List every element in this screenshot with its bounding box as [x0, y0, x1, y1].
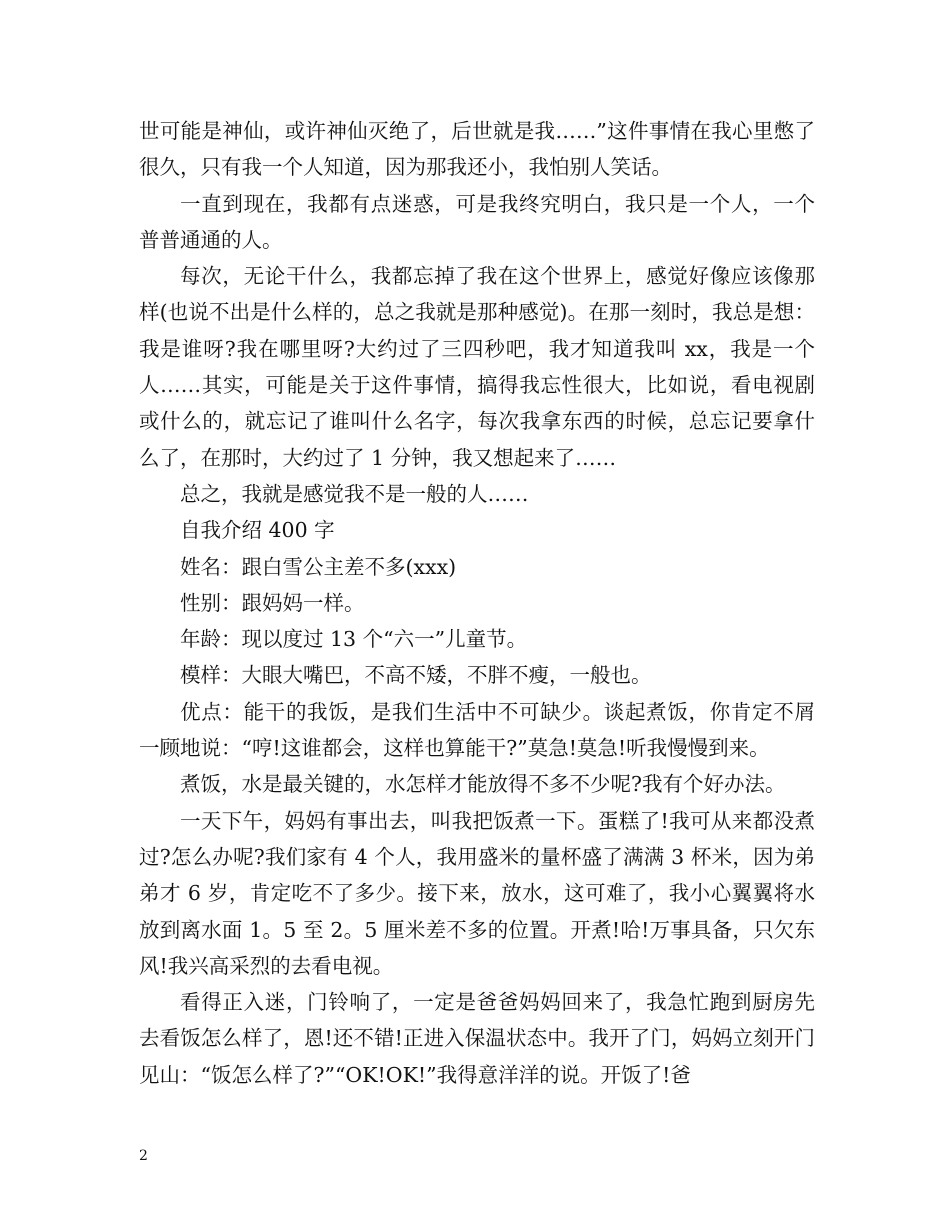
paragraph-1: 世可能是神仙，或许神仙灭绝了，后世就是我……”这件事情在我心里憋了很久，只有我一个人知道，因为那我还小，我怕别人笑话。 — [139, 119, 815, 180]
paragraph-3: 每次，无论干什么，我都忘掉了我在这个世界上，感觉好像应该像那样(也说不出是什么样的，总之我就是那种感觉)。在那一刻时，我总是想：我是谁呀?我在哪里呀?大约过了三四秒吧，我才知道我叫 xx，我是一个人……其实，可能是关于这件事情，搞得我忘性很大，比如说，看电视剧或什么的，就忘记了谁叫什么名字，每次我拿东西的时候，总忘记要拿什么了，在那时，大约过了 1 分钟，我又想起来了…… — [139, 264, 815, 470]
document-body — [139, 113, 815, 1093]
field-age: 年龄：现以度过 13 个“六一”儿童节。 — [180, 627, 528, 652]
field-gender: 性别：跟妈妈一样。 — [180, 590, 365, 615]
section-heading: 自我介绍 400 字 — [180, 518, 335, 543]
field-name: 姓名：跟白雪公主差不多(xxx) — [180, 554, 457, 579]
paragraph-cooking-story: 一天下午，妈妈有事出去，叫我把饭煮一下。蛋糕了!我可从来都没煮过?怎么办呢?我们家有 4 个人，我用盛米的量杯盛了满满 3 杯米，因为弟弟才 6 岁，肯定吃不了多少。接下来，放水，这可难了，我小心翼翼将水放到离水面 1。5 至 2。5 厘米差不多的位置。开煮!哈!万事具备，只欠东风!我兴高采烈的去看电视。 — [139, 808, 815, 978]
paragraph-cooking-result: 看得正入迷，门铃响了，一定是爸爸妈妈回来了，我急忙跑到厨房先去看饭怎么样了，恩!还不错!正进入保温状态中。我开了门，妈妈立刻开门见山：“饭怎么样了?”“OK!OK!”我得意洋洋的说。开饭了!爸 — [139, 990, 815, 1087]
field-appearance: 模样：大眼大嘴巴，不高不矮，不胖不瘦，一般也。 — [180, 663, 652, 688]
paragraph-cooking-intro: 煮饭，水是最关键的，水怎样才能放得不多不少呢?我有个好办法。 — [180, 772, 786, 797]
page-number: 2 — [139, 1148, 148, 1164]
field-strengths: 优点：能干的我饭，是我们生活中不可缺少。谈起煮饭，你肯定不屑一顾地说：“哼!这谁都会，这样也算能干?”莫急!莫急!听我慢慢到来。 — [139, 699, 815, 761]
paragraph-4: 总之，我就是感觉我不是一般的人…… — [180, 481, 529, 506]
paragraph-2: 一直到现在，我都有点迷惑，可是我终究明白，我只是一个人，一个普普通通的人。 — [139, 191, 815, 252]
